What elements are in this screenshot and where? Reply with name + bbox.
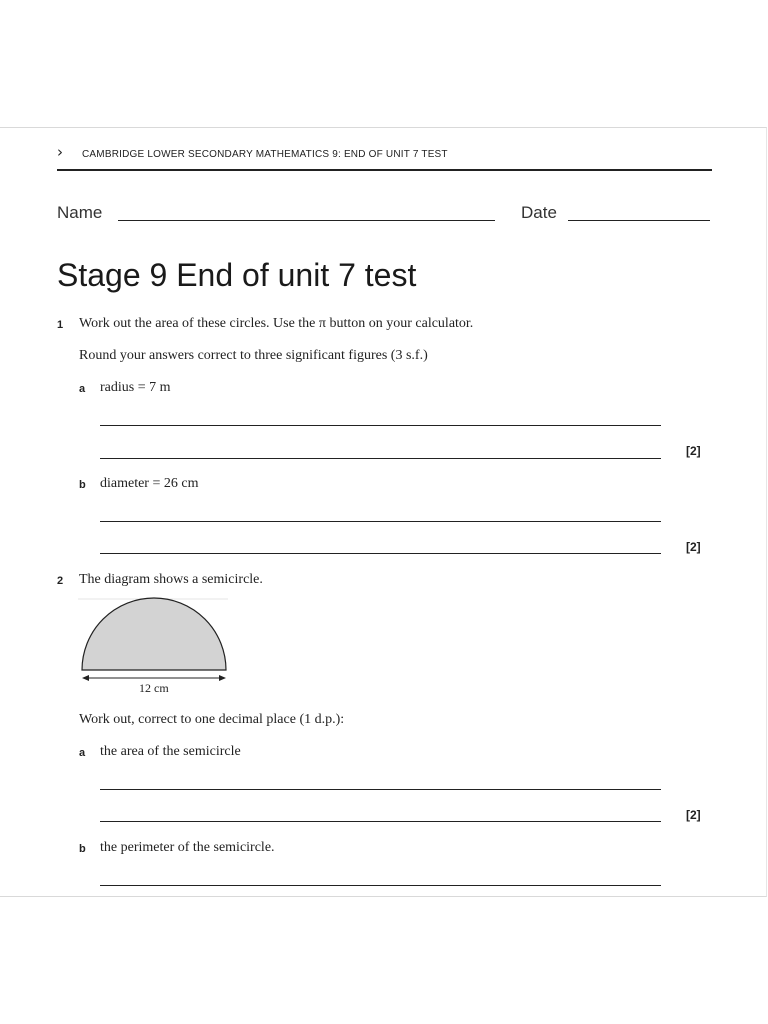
- part-letter: a: [79, 383, 86, 395]
- answer-line[interactable]: [100, 789, 661, 790]
- question-text: Work out the area of these circles. Use the π button on your calculator.: [79, 316, 474, 331]
- date-field-line[interactable]: [568, 220, 710, 221]
- arrowhead-right-icon: [219, 675, 226, 681]
- answer-line[interactable]: [100, 821, 661, 822]
- dimension-label: 12 cm: [139, 681, 169, 695]
- question-number: 1: [57, 319, 64, 331]
- date-label: Date: [521, 203, 557, 222]
- name-label: Name: [57, 203, 103, 222]
- part-text: the perimeter of the semicircle.: [100, 840, 275, 855]
- marks-label: [2]: [686, 540, 701, 554]
- chevron-right-icon: ›: [57, 143, 63, 161]
- marks-label: [2]: [686, 444, 701, 458]
- running-header: [57, 143, 712, 169]
- worksheet-page: [0, 127, 767, 897]
- marks-label: [2]: [686, 808, 701, 822]
- part-text: radius = 7 m: [100, 380, 171, 395]
- answer-line[interactable]: [100, 425, 661, 426]
- header-text: CAMBRIDGE LOWER SECONDARY MATHEMATICS 9: END OF UNIT 7 TEST: [82, 149, 448, 160]
- answer-line[interactable]: [100, 553, 661, 554]
- arrowhead-left-icon: [82, 675, 89, 681]
- part-letter: b: [79, 479, 86, 491]
- question-text: Round your answers correct to three significant figures (3 s.f.): [79, 348, 428, 363]
- question-text: Work out, correct to one decimal place (1 d.p.):: [79, 712, 345, 727]
- answer-line[interactable]: [100, 885, 661, 886]
- part-letter: b: [79, 843, 86, 855]
- part-letter: a: [79, 747, 86, 759]
- part-text: diameter = 26 cm: [100, 476, 199, 491]
- question-text: The diagram shows a semicircle.: [79, 572, 263, 587]
- question-number: 2: [57, 575, 64, 587]
- name-field-line[interactable]: [118, 220, 495, 221]
- answer-line[interactable]: [100, 458, 661, 459]
- answer-line[interactable]: [100, 521, 661, 522]
- part-text: the area of the semicircle: [100, 744, 241, 759]
- header-rule: [57, 169, 712, 171]
- semicircle-shape: [82, 598, 226, 670]
- page-title: Stage 9 End of unit 7 test: [57, 257, 417, 293]
